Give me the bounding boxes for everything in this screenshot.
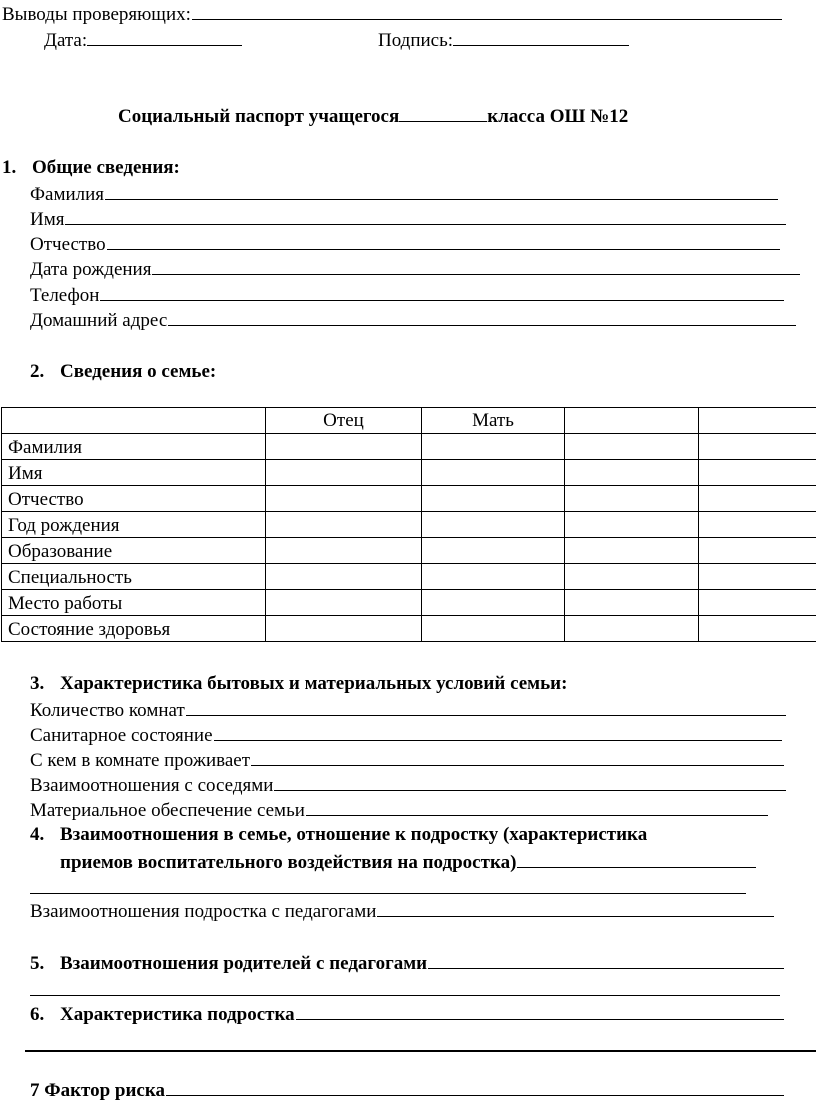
table-row xyxy=(2,460,816,486)
table-cell[interactable] xyxy=(422,538,565,564)
table-cell[interactable] xyxy=(266,460,422,486)
section6-title: Характеристика подростка xyxy=(60,1004,295,1025)
signature-line xyxy=(378,28,629,52)
table-cell[interactable] xyxy=(266,434,422,460)
page-title xyxy=(118,104,628,128)
table-cell[interactable] xyxy=(699,590,816,616)
section7-field[interactable] xyxy=(166,1078,784,1096)
table-cell[interactable] xyxy=(565,564,699,590)
field-name xyxy=(30,207,786,231)
table-cell[interactable] xyxy=(565,590,699,616)
field-input[interactable] xyxy=(152,257,800,275)
section2-title: Сведения о семье: xyxy=(60,361,217,382)
section5-field[interactable] xyxy=(428,951,784,969)
row-label: Отчество xyxy=(2,486,266,512)
field-label: Материальное обеспечение семьи xyxy=(30,800,305,821)
table-cell[interactable] xyxy=(565,512,699,538)
table-cell[interactable] xyxy=(565,460,699,486)
field-input[interactable] xyxy=(105,182,778,200)
field-sanitary xyxy=(30,723,782,747)
table-row xyxy=(2,486,816,512)
field-label: Имя xyxy=(30,209,65,230)
field-teen-teachers xyxy=(30,899,774,923)
section1-number: 1. xyxy=(2,157,17,178)
field-label: Отчество xyxy=(30,234,106,255)
section4-title-line2: приемов воспитательного воздействия на подростка) xyxy=(60,852,517,873)
section2-number: 2. xyxy=(30,361,45,382)
table-cell[interactable] xyxy=(422,434,565,460)
table-cell[interactable] xyxy=(699,434,816,460)
section6-field[interactable] xyxy=(296,1002,784,1020)
field-input[interactable] xyxy=(186,698,786,716)
conclusions-line xyxy=(2,2,782,26)
section4-number: 4. xyxy=(30,824,45,845)
section3-title: Характеристика бытовых и материальных условий семьи: xyxy=(60,673,568,694)
table-cell[interactable] xyxy=(699,460,816,486)
section1-title: Общие сведения: xyxy=(32,157,180,178)
field-label: Фамилия xyxy=(30,184,105,205)
section5-heading xyxy=(30,951,784,975)
table-cell[interactable] xyxy=(266,590,422,616)
table-row xyxy=(2,590,816,616)
table-cell[interactable] xyxy=(266,486,422,512)
section7-title: 7 Фактор риска xyxy=(30,1080,166,1101)
section-divider xyxy=(25,1050,816,1052)
row-label: Состояние здоровья xyxy=(2,616,266,642)
table-cell[interactable] xyxy=(699,564,816,590)
table-cell[interactable] xyxy=(422,616,565,642)
field-input[interactable] xyxy=(214,723,782,741)
section7-heading xyxy=(30,1078,784,1102)
field-input[interactable] xyxy=(377,899,774,917)
conclusions-field[interactable] xyxy=(192,2,782,20)
section4-extra-line[interactable] xyxy=(30,893,746,894)
field-input[interactable] xyxy=(274,773,786,791)
field-input[interactable] xyxy=(168,308,796,326)
section2-heading xyxy=(30,361,216,383)
field-birthdate xyxy=(30,257,800,281)
title-prefix: Социальный паспорт учащегося xyxy=(118,106,400,127)
date-field[interactable] xyxy=(87,28,242,46)
section4-title-line1: Взаимоотношения в семье, отношение к подростку (характеристика xyxy=(60,824,648,845)
section5-number: 5. xyxy=(30,953,45,974)
section1-heading xyxy=(2,157,180,179)
section5-title: Взаимоотношения родителей с педагогами xyxy=(60,953,428,974)
field-input[interactable] xyxy=(251,748,784,766)
section4-field[interactable] xyxy=(517,850,756,868)
table-header-father: Отец xyxy=(266,408,422,434)
field-roommates xyxy=(30,748,784,772)
table-cell[interactable] xyxy=(565,538,699,564)
table-row xyxy=(2,512,816,538)
row-label: Специальность xyxy=(2,564,266,590)
field-address xyxy=(30,308,796,332)
field-input[interactable] xyxy=(107,232,780,250)
table-cell[interactable] xyxy=(699,486,816,512)
field-label: Дата рождения xyxy=(30,259,152,280)
title-suffix: класса ОШ №12 xyxy=(487,106,629,127)
field-label: С кем в комнате проживает xyxy=(30,750,251,771)
class-field[interactable] xyxy=(399,104,487,122)
table-cell[interactable] xyxy=(699,538,816,564)
table-cell[interactable] xyxy=(422,564,565,590)
signature-label: Подпись: xyxy=(378,30,454,51)
table-cell[interactable] xyxy=(422,512,565,538)
date-label: Дата: xyxy=(44,30,88,51)
field-material xyxy=(30,798,768,822)
table-header-row xyxy=(2,408,816,434)
section5-extra-line[interactable] xyxy=(30,995,780,996)
field-label: Взаимоотношения подростка с педагогами xyxy=(30,901,377,922)
field-rooms xyxy=(30,698,786,722)
table-cell[interactable] xyxy=(565,434,699,460)
table-header-cell xyxy=(565,408,699,434)
row-label: Имя xyxy=(2,460,266,486)
table-header-mother: Мать xyxy=(422,408,565,434)
table-cell[interactable] xyxy=(266,564,422,590)
table-cell[interactable] xyxy=(266,616,422,642)
table-header-cell xyxy=(2,408,266,434)
row-label: Фамилия xyxy=(2,434,266,460)
table-cell[interactable] xyxy=(565,616,699,642)
family-table xyxy=(1,407,816,642)
date-line xyxy=(44,28,242,52)
field-label: Домашний адрес xyxy=(30,310,168,331)
section3-heading xyxy=(30,673,567,695)
field-input[interactable] xyxy=(65,207,786,225)
table-row xyxy=(2,616,816,642)
table-cell[interactable] xyxy=(699,512,816,538)
signature-field[interactable] xyxy=(453,28,629,46)
table-cell[interactable] xyxy=(422,486,565,512)
table-cell[interactable] xyxy=(699,616,816,642)
field-surname xyxy=(30,182,778,206)
field-label: Взаимоотношения с соседями xyxy=(30,775,274,796)
table-cell[interactable] xyxy=(266,512,422,538)
field-input[interactable] xyxy=(100,283,784,301)
table-row xyxy=(2,434,816,460)
field-label: Санитарное состояние xyxy=(30,725,213,746)
field-label: Телефон xyxy=(30,285,100,306)
field-input[interactable] xyxy=(306,798,768,816)
table-row xyxy=(2,564,816,590)
table-row xyxy=(2,538,816,564)
field-phone xyxy=(30,283,784,307)
section4-heading xyxy=(30,824,647,846)
table-header-cell xyxy=(699,408,816,434)
table-cell[interactable] xyxy=(422,460,565,486)
table-cell[interactable] xyxy=(422,590,565,616)
conclusions-label: Выводы проверяющих: xyxy=(2,4,191,25)
row-label: Образование xyxy=(2,538,266,564)
table-cell[interactable] xyxy=(266,538,422,564)
section4-heading-line2 xyxy=(60,850,756,874)
row-label: Год рождения xyxy=(2,512,266,538)
field-label: Количество комнат xyxy=(30,700,185,721)
field-patronymic xyxy=(30,232,780,256)
field-neighbors xyxy=(30,773,786,797)
section6-number: 6. xyxy=(30,1004,45,1025)
section3-number: 3. xyxy=(30,673,45,694)
section6-heading xyxy=(30,1002,784,1026)
table-cell[interactable] xyxy=(565,486,699,512)
row-label: Место работы xyxy=(2,590,266,616)
